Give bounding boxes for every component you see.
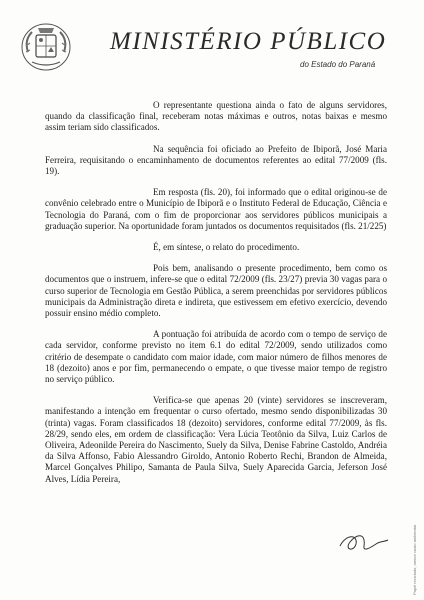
signature-initials (336, 528, 392, 558)
paragraph: Na sequência foi oficiado ao Prefeito de Ibiporã, José Maria Ferreira, requisitando o encaminhamento de documentos referentes ao edital 77/2009 (fls. 19). (45, 143, 387, 177)
document-body (45, 100, 387, 495)
paragraph: Pois bem, analisando o presente procedimento, bem como os documentos que o instruem, infere-se que o edital 72/2009 (fls. 23/27) previa 30 vagas para o curso superior de Tecnologia em Gestão Pública, a serem preenchidas por servidores públicos municipais da Administração direta e indireta, que estivessem em efetivo exercício, devendo possuir ensino médio completo. (45, 263, 387, 319)
recycled-paper-note: Papel reciclado, menor custo ambiental. (412, 523, 417, 595)
paragraph: Verifica-se que apenas 20 (vinte) servidores se inscreveram, manifestando a intenção em frequentar o curso ofertado, mesmo sendo disponibilizadas 30 (trinta) vagas. Foram classificados 18 (dezoito) servidores, conforme edital 77/2009, às fls. 28/29, sendo eles, em ordem de classificação: Vera Lúcia Teotônio da Silva, Luiz Carlos de Oliveira, Adeonilde Pereira do Nascimento, Suely da Silva, Denise Fabrine Castoldo, Andréia da Silva Affonso, Fabio Alessandro Giroldo, Antonio Roberto Rechi, Brandon de Almeida, Marcel Gonçalves Philipo, Samanta de Paula Silva, Suely Aparecida Garcia, Jeferson José Alves, Lídia Pereira, (45, 395, 387, 484)
institution-subtitle: do Estado do Paraná (300, 60, 376, 69)
paragraph: A pontuação foi atribuída de acordo com o tempo de serviço de cada servidor, conforme previsto no item 6.1 do edital 72/2009, sendo utilizados como critério de desempate o candidato com maior idade, com maior número de filhos menores de 18 (dezoito) anos e por fim, permanecendo o empate, o que tivesse maior tempo de registro no serviço público. (45, 329, 387, 385)
institution-title: MINISTÉRIO PÚBLICO (110, 28, 387, 55)
letterhead (20, 20, 400, 72)
paragraph: Em resposta (fls. 20), foi informado que o edital originou-se de convênio celebrado entre o Município de Ibiporã e o Instituto Federal de Educação, Ciência e Tecnologia do Paraná, com o fim de proporcionar aos servidores públicos municipais a graduação superior. Na oportunidade foram juntados os documentos requisitados (fls. 21/225) (45, 187, 387, 231)
paragraph: É, em síntese, o relato do procedimento. (153, 242, 300, 253)
coat-of-arms-seal (20, 22, 72, 72)
paragraph: O representante questiona ainda o fato de alguns servidores, quando da classificação final, receberam notas máximas e outros, notas baixas e mesmo assim teriam sido classificados. (45, 100, 387, 133)
